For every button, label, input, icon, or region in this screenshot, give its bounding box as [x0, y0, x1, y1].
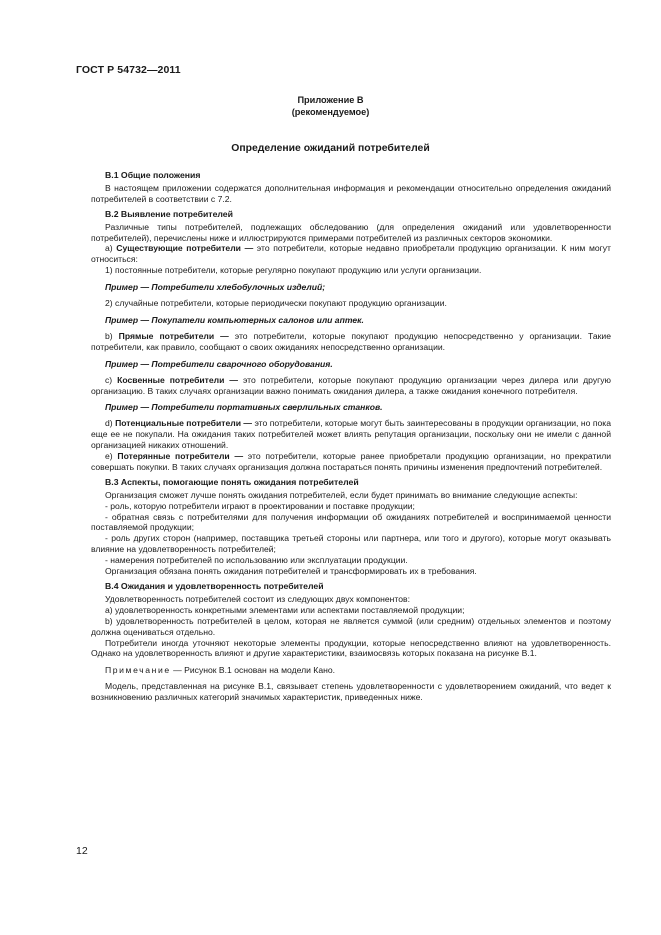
- list-item-b: b) Прямые потребители — это потребители, которые покупают продукцию непосредственно у организации. Такие потребители, как правило, сообщают о своих ожиданиях непосредственно организации.: [91, 330, 611, 352]
- paragraph: Различные типы потребителей, подлежащих обследованию (для определения ожиданий или удовлетворенности потребителей), перечислены ниже и иллюстрируются примерами потребителей из различных секторов экономики.: [91, 221, 611, 243]
- document-title: Определение ожиданий потребителей: [231, 143, 430, 154]
- section-heading-b4: В.4 Ожидания и удовлетворенность потребителей: [105, 581, 324, 591]
- paragraph: Модель, представленная на рисунке В.1, связывает степень удовлетворенности с удовлетворением ожиданий, что ведет к возникновению различных категорий значимых характеристик, приведенных ниже.: [91, 681, 611, 703]
- list-item-c: с) Косвенные потребители — это потребители, которые покупают продукцию организации через дилера или другую организацию. В таких случаях организации важно понимать ожидания дилера, а также ожидания конечного потребителя.: [91, 374, 611, 396]
- example: Пример — Потребители сварочного оборудования.: [105, 358, 333, 369]
- term: Прямые потребители —: [118, 330, 229, 341]
- example: Пример — Потребители хлебобулочных изделий;: [105, 282, 326, 293]
- list-item-d: d) Потенциальные потребители — это потребители, которые могут быть заинтересованы в продукции организации, но пока еще ее не покупали. На ожидания таких потребителей может влиять репутация организации, поскольку они не имели с данной организацией никаких отношений.: [91, 418, 611, 451]
- sub-item: 1) постоянные потребители, которые регулярно покупают продукцию или услуги организации.: [105, 265, 482, 276]
- section-heading-b2: В.2 Выявление потребителей: [105, 208, 233, 219]
- example: Пример — Покупатели компьютерных салонов или аптек.: [105, 314, 364, 325]
- term: Косвенные потребители —: [117, 374, 238, 385]
- example: Пример — Потребители портативных сверлильных станков.: [105, 402, 383, 413]
- annex-title: Приложение В: [297, 95, 364, 105]
- list-item: - намерения потребителей по использованию или эксплуатации продукции.: [105, 555, 408, 566]
- list-item: - обратная связь с потребителями для получения информации об ожиданиях потребителей и воспринимаемой ценности поставляемой продукции;: [91, 511, 611, 533]
- sub-item: 2) случайные потребители, которые периодически покупают продукцию организации.: [105, 298, 447, 309]
- document-body: [91, 167, 611, 703]
- term: Существующие потребители —: [116, 243, 254, 254]
- paragraph: Потребители иногда уточняют некоторые элементы продукции, которые непосредственно влияют на удовлетворенность. Однако на удовлетворенность влияют и другие характеристики, взаимосвязь которых показана на рисунке В.1.: [91, 637, 611, 659]
- list-item: а) удовлетворенность конкретными элементами или аспектами поставляемой продукции;: [105, 604, 465, 615]
- paragraph: Организация обязана понять ожидания потребителей и трансформировать их в требования.: [105, 566, 477, 577]
- standard-designation: ГОСТ Р 54732—2011: [76, 64, 181, 76]
- annex-subtitle: (рекомендуемое): [291, 107, 370, 117]
- section-heading-b1: В.1 Общие положения: [105, 170, 201, 180]
- note-label: Примечание: [105, 665, 171, 676]
- page-number: 12: [76, 845, 88, 857]
- list-item: - роль других сторон (например, поставщика третьей стороны или партнера, или того и другого), которые могут оказывать влияние на удовлетворенность потребителей;: [91, 533, 611, 555]
- list-item-a: а) Существующие потребители — это потребители, которые недавно приобретали продукцию организации. К ним могут относиться:: [91, 243, 611, 265]
- note: Примечание — Рисунок В.1 основан на модели Кано.: [105, 665, 336, 676]
- paragraph: Удовлетворенность потребителей состоит из следующих двух компонентов:: [105, 593, 410, 604]
- term: Потенциальные потребители —: [115, 418, 253, 429]
- paragraph: Организация сможет лучше понять ожидания потребителей, если будет принимать во внимание следующие аспекты:: [105, 489, 578, 500]
- paragraph: В настоящем приложении содержатся дополнительная информация и рекомендации относительно определения ожиданий потребителей в соответствии с 7.2.: [91, 182, 611, 204]
- section-heading-b3: В.3 Аспекты, помогающие понять ожидания потребителей: [105, 476, 359, 487]
- term: Потерянные потребители —: [117, 451, 244, 462]
- list-item-e: е) Потерянные потребители — это потребители, которые ранее приобретали продукцию организации, но прекратили совершать покупки. В таких случаях организация должна постараться понять причины изменения предпочтений потребителей.: [91, 451, 612, 472]
- list-item: b) удовлетворенность потребителей в целом, которая не является суммой (или средним) отдельных элементов и поэтому должна оцениваться отдельно.: [91, 615, 611, 637]
- list-item: - роль, которую потребители играют в проектировании и поставке продукции;: [105, 500, 415, 511]
